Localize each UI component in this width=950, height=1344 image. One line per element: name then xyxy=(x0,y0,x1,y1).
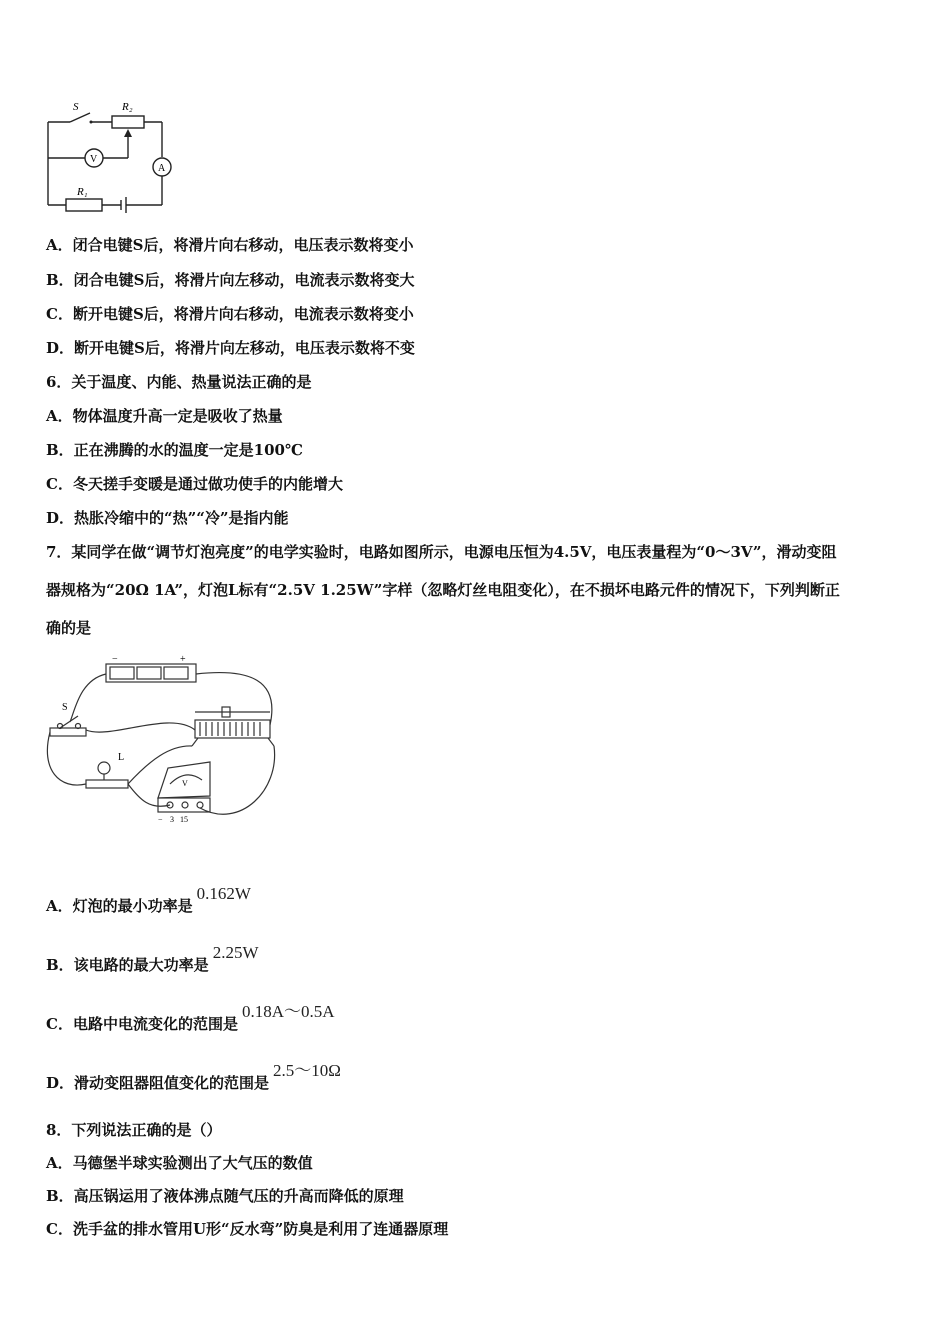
switch-label-q7: S xyxy=(62,702,68,713)
q7-option-a-math: 0.162W xyxy=(196,884,251,903)
battery-plus-label: + xyxy=(180,654,186,665)
r1-label: R₁ xyxy=(77,186,88,198)
q7-option-b-math: 2.25W xyxy=(212,943,259,962)
q7-option-c xyxy=(46,1002,335,1034)
q7-stem-line-3: 确的是 xyxy=(46,619,92,637)
q7-stem-line-2: 器规格为“20Ω 1A”，灯泡L标有“2.5V 1.25W”字样（忽略灯丝电阻变化），在不损坏电路元件的情况下，下列判断正 xyxy=(46,581,840,599)
q7-option-d-text: D．滑动变阻器阻值变化的范围是 xyxy=(46,1074,270,1092)
q5-option-b: B．闭合电键S后，将滑片向左移动，电流表示数将变大 xyxy=(46,271,415,289)
terminal-minus-label: − xyxy=(158,815,163,824)
battery-minus-label: − xyxy=(112,654,118,665)
q8-option-a: A．马德堡半球实验测出了大气压的数值 xyxy=(46,1154,313,1172)
q8-stem: 8．下列说法正确的是（） xyxy=(46,1121,222,1139)
terminal-15-label: 15 xyxy=(180,815,188,824)
voltmeter-face-label: V xyxy=(182,779,188,788)
q8-option-b: B．高压锅运用了液体沸点随气压的升高而降低的原理 xyxy=(46,1187,404,1205)
q7-option-d-math: 2.5～10Ω xyxy=(273,1061,341,1080)
q7-option-c-text: C．电路中电流变化的范围是 xyxy=(46,1015,238,1033)
q7-option-d xyxy=(46,1061,341,1093)
q5-option-d: D．断开电键S后，将滑片向左移动，电压表示数将不变 xyxy=(46,339,415,357)
lamp-label: L xyxy=(118,752,125,763)
terminal-3-label: 3 xyxy=(170,815,174,824)
q7-option-b-text: B．该电路的最大功率是 xyxy=(46,956,209,974)
q5-option-a: A．闭合电键S后，将滑片向右移动，电压表示数将变小 xyxy=(46,236,414,254)
q5-option-c: C．断开电键S后，将滑片向右移动，电流表示数将变小 xyxy=(46,305,414,323)
q6-stem: 6．关于温度、内能、热量说法正确的是 xyxy=(46,373,312,391)
r2-label: R₂ xyxy=(122,101,133,113)
circuit-diagram-q5 xyxy=(40,95,180,215)
q6-option-b: B．正在沸腾的水的温度一定是100℃ xyxy=(46,441,303,459)
voltmeter-label: V xyxy=(90,154,98,165)
q7-option-a-text: A．灯泡的最小功率是 xyxy=(46,897,193,915)
q7-stem-line-1: 7．某同学在做“调节灯泡亮度”的电学实验时，电路如图所示，电源电压恒为4.5V，电压表量程为“0～3V”，滑动变阻 xyxy=(46,543,837,561)
switch-label: S xyxy=(73,101,79,113)
q7-option-a xyxy=(46,884,251,916)
q8-option-c: C．洗手盆的排水管用U形“反水弯”防臭是利用了连通器原理 xyxy=(46,1220,449,1238)
q7-option-c-math: 0.18A～0.5A xyxy=(241,1002,335,1021)
q6-option-d: D．热胀冷缩中的“热”“冷”是指内能 xyxy=(46,509,289,527)
q6-option-a: A．物体温度升高一定是吸收了热量 xyxy=(46,407,283,425)
q7-option-b xyxy=(46,943,259,975)
ammeter-label: A xyxy=(158,163,166,174)
experiment-figure-q7 xyxy=(40,650,290,835)
q6-option-c: C．冬天搓手变暖是通过做功使手的内能增大 xyxy=(46,475,343,493)
